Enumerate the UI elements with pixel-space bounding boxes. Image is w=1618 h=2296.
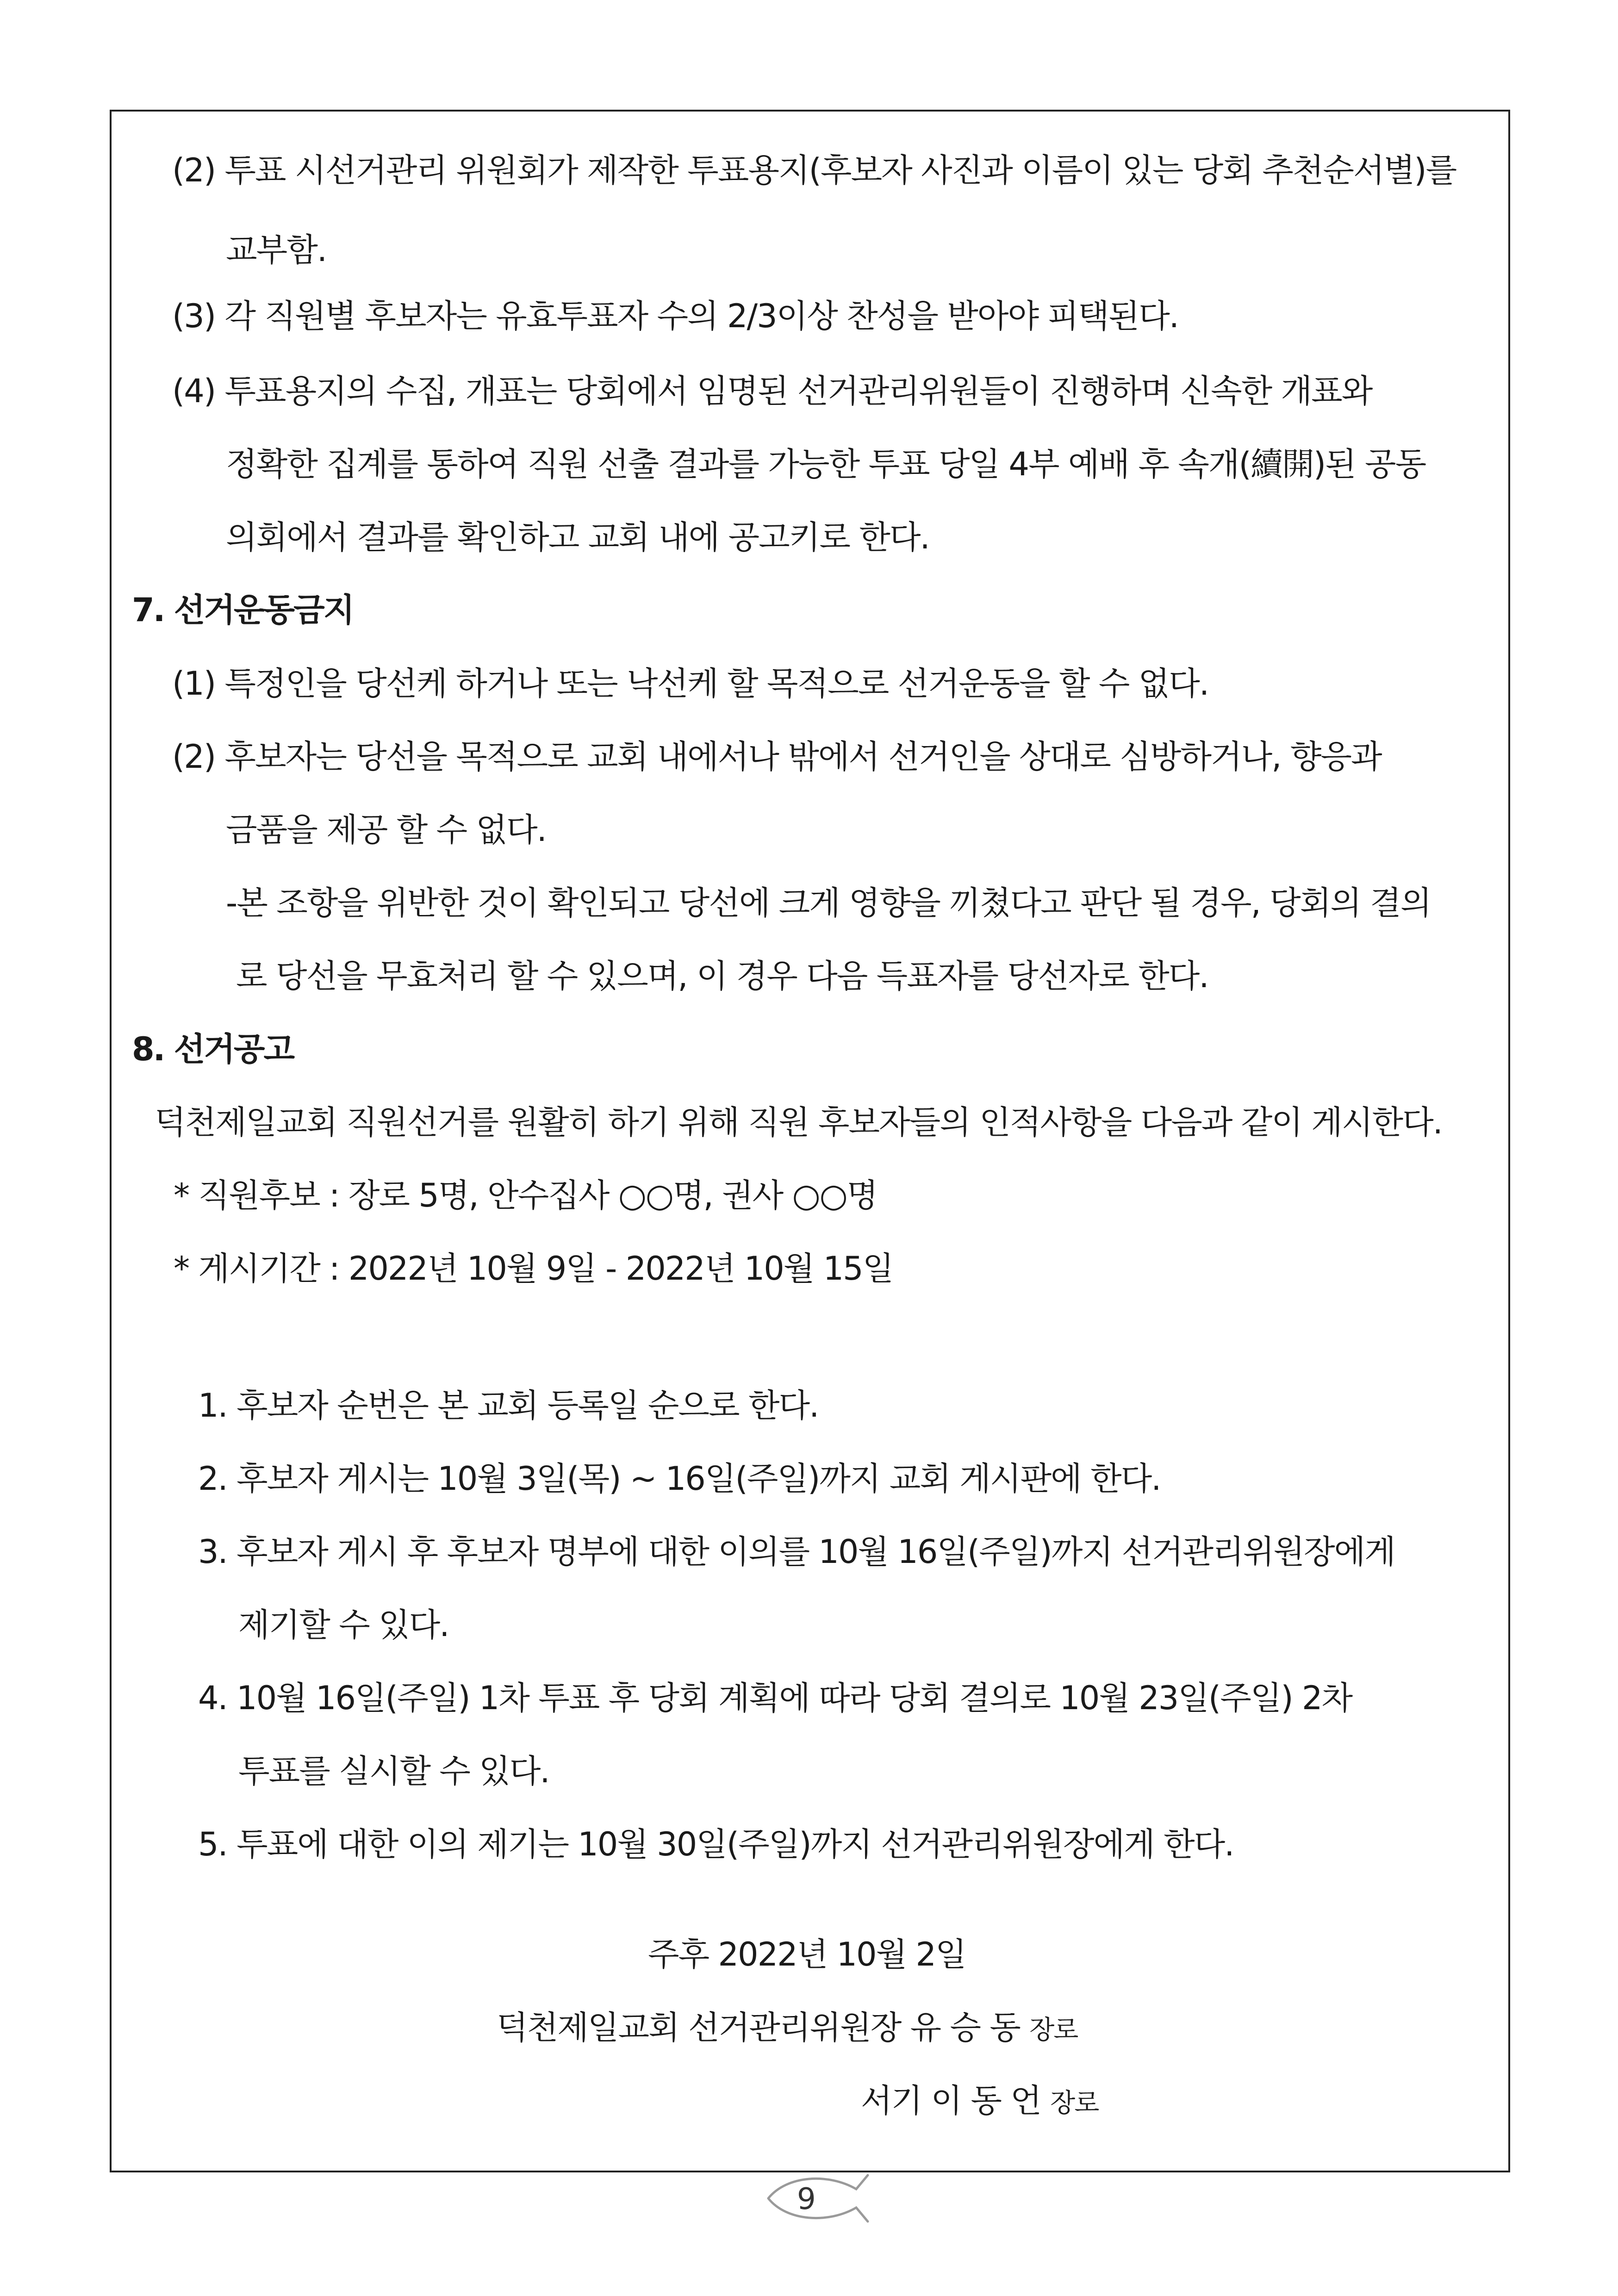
s6-item4-line3: 의회에서 결과를 확인하고 교회 내에 공고키로 한다. xyxy=(226,518,929,556)
page-number: 9 xyxy=(797,2182,816,2216)
s6-item2-line1: (2) 투표 시선거관리 위원회가 제작한 투표용지(후보자 사진과 이름이 있는 당회 추천순서별)를 xyxy=(172,151,1456,189)
s7-item2-line1: (2) 후보자는 당선을 목적으로 교회 내에서나 밖에서 선거인을 상대로 심방하거나, 향응과 xyxy=(172,738,1382,776)
section8-heading: 8. 선거공고 xyxy=(132,1030,294,1068)
rule-4-line2: 투표를 실시할 수 있다. xyxy=(238,1752,549,1790)
s6-item3: (3) 각 직원별 후보자는 유효투표자 수의 2/3이상 찬성을 받아야 피택된다. xyxy=(172,297,1179,335)
rule-3-line1: 3. 후보자 게시 후 후보자 명부에 대한 이의를 10월 16일(주일)까지 선거관리위원장에게 xyxy=(198,1533,1395,1571)
s8-period: * 게시기간 : 2022년 10월 9일 - 2022년 10월 15일 xyxy=(174,1250,893,1288)
signature-secretary xyxy=(861,2082,1099,2120)
s6-item4-line1: (4) 투표용지의 수집, 개표는 당회에서 임명된 선거관리위원들이 진행하며 신속한 개표와 xyxy=(172,372,1372,410)
s8-candidates: * 직원후보 : 장로 5명, 안수집사 ○○명, 권사 ○○명 xyxy=(174,1176,877,1214)
s6-item2-line2: 교부함. xyxy=(226,231,327,269)
s7-note-line1: -본 조항을 위반한 것이 확인되고 당선에 크게 영향을 끼쳤다고 판단 될 경우, 당회의 결의 xyxy=(226,884,1431,922)
s7-note-line2: 로 당선을 무효처리 할 수 있으며, 이 경우 다음 득표자를 당선자로 한다. xyxy=(236,957,1208,995)
section7-heading: 7. 선거운동금지 xyxy=(132,591,354,629)
signature-date: 주후 2022년 10월 2일 xyxy=(648,1935,966,1973)
rule-5: 5. 투표에 대한 이의 제기는 10월 30일(주일)까지 선거관리위원장에게 한다. xyxy=(198,1825,1234,1863)
chair-title: 장로 xyxy=(1029,2015,1078,2045)
secretary-title: 장로 xyxy=(1050,2088,1099,2118)
s6-item4-line2: 정확한 집계를 통하여 직원 선출 결과를 가능한 투표 당일 4부 예배 후 속개(續開)된 공동 xyxy=(226,445,1426,483)
rule-3-line2: 제기할 수 있다. xyxy=(238,1606,449,1644)
rule-1: 1. 후보자 순번은 본 교회 등록일 순으로 한다. xyxy=(198,1387,819,1425)
secretary-name: 서기 이 동 언 xyxy=(861,2082,1051,2120)
s8-intro: 덕천제일교회 직원선거를 원활히 하기 위해 직원 후보자들의 인적사항을 다음과 같이 게시한다. xyxy=(155,1103,1442,1141)
signature-chair xyxy=(497,2009,1078,2047)
s7-item1: (1) 특정인을 당선케 하거나 또는 낙선케 할 목적으로 선거운동을 할 수 없다. xyxy=(172,665,1209,703)
rule-4-line1: 4. 10월 16일(주일) 1차 투표 후 당회 계획에 따라 당회 결의로 10월 23일(주일) 2차 xyxy=(198,1679,1352,1717)
chair-name: 덕천제일교회 선거관리위원장 유 승 동 xyxy=(497,2009,1030,2047)
rule-2: 2. 후보자 게시는 10월 3일(목) ~ 16일(주일)까지 교회 게시판에 한다. xyxy=(198,1460,1161,1498)
s7-item2-line2: 금품을 제공 할 수 없다. xyxy=(226,811,546,849)
